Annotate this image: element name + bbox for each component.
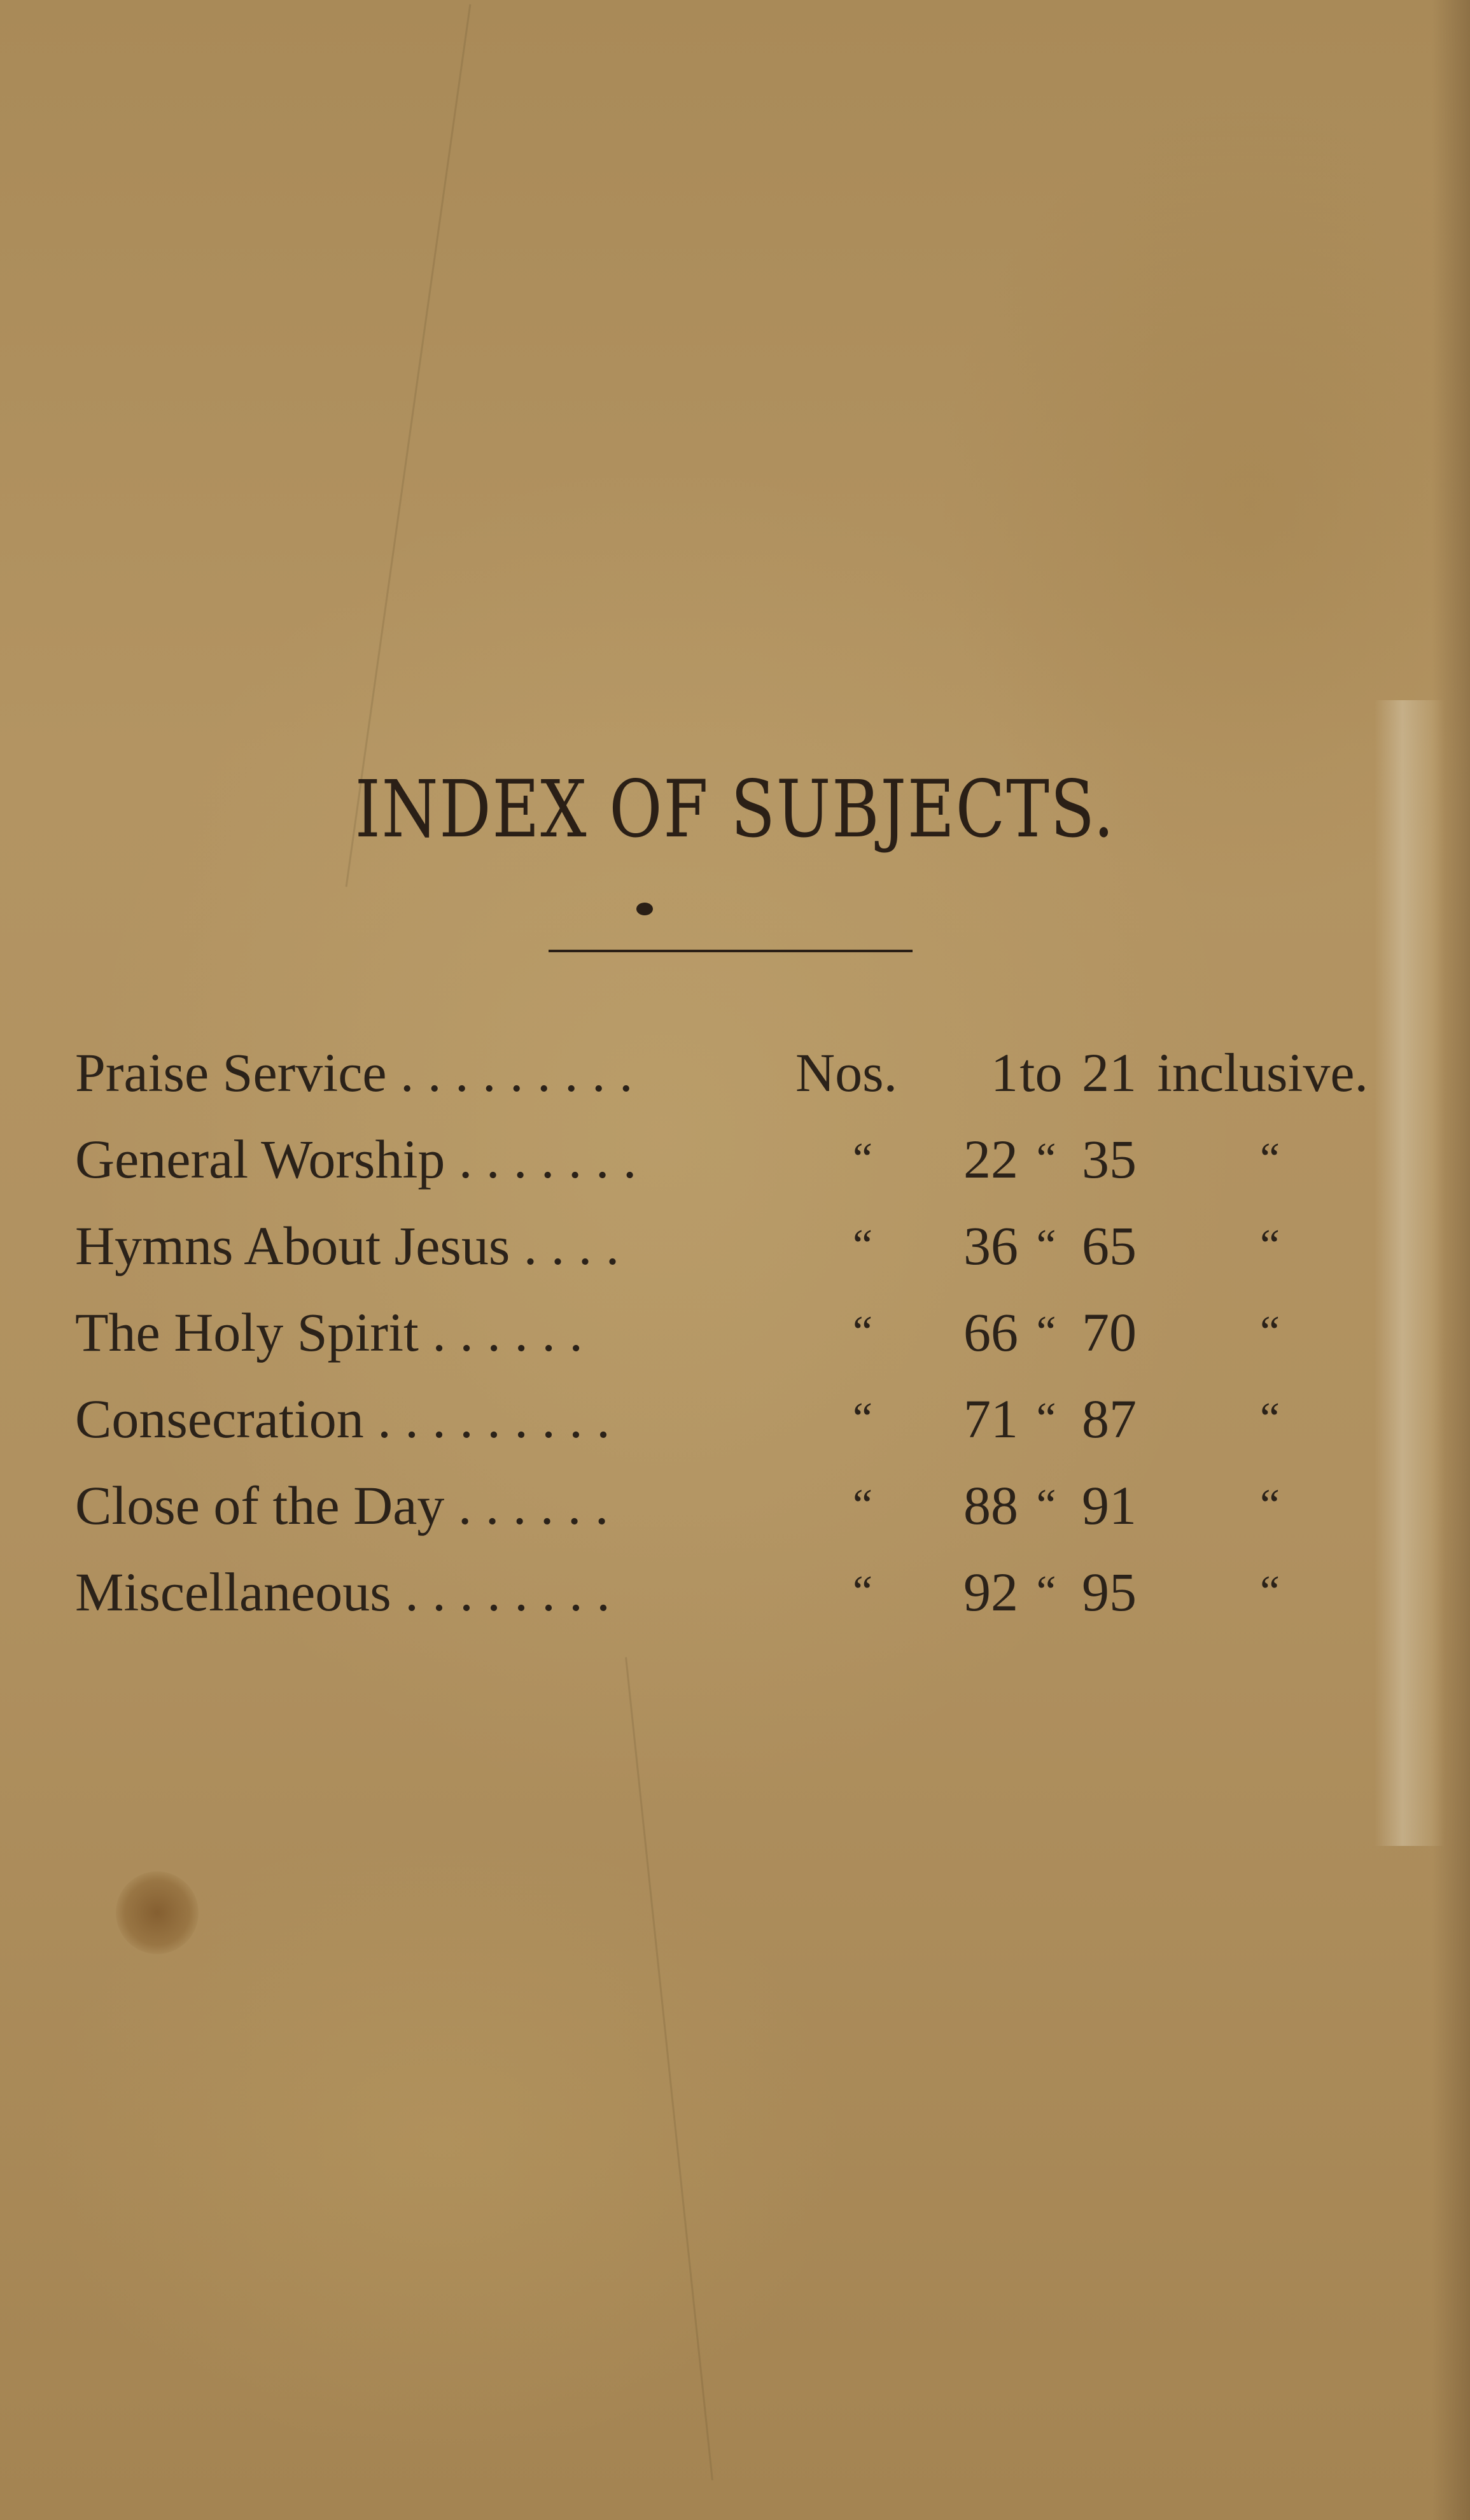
index-row: [0, 1384, 1470, 1454]
subject-label: Close of the Day . . . . . .: [75, 1475, 609, 1536]
subject-label: Miscellaneous . . . . . . . .: [75, 1561, 610, 1623]
ditto-mark: “: [1260, 1307, 1280, 1356]
ditto-mark: “: [853, 1567, 873, 1616]
range-end: 95: [1082, 1561, 1137, 1623]
range-start: 71: [963, 1388, 1018, 1449]
ditto-mark: “: [1260, 1221, 1280, 1270]
range-start: 66: [963, 1302, 1018, 1363]
subject-label: Consecration . . . . . . . . .: [75, 1388, 610, 1449]
ditto-mark: “: [1260, 1567, 1280, 1616]
subject-label: Praise Service . . . . . . . . .: [75, 1042, 633, 1103]
index-row: [0, 1297, 1470, 1367]
ditto-mark: “: [1036, 1394, 1056, 1443]
range-start: 88: [963, 1475, 1018, 1536]
range-end: 65: [1082, 1215, 1137, 1276]
range-end: 35: [1082, 1129, 1137, 1190]
to-word: to: [1019, 1042, 1063, 1103]
paper-crease: [625, 1657, 713, 2480]
ditto-mark: “: [1036, 1221, 1056, 1270]
subject-label: General Worship . . . . . . .: [75, 1129, 637, 1190]
index-row: [0, 1038, 1470, 1108]
range-start: 36: [963, 1215, 1018, 1276]
range-end: 91: [1082, 1475, 1137, 1536]
paper-stain: [116, 1871, 199, 1954]
range-end: 70: [1082, 1302, 1137, 1363]
subject-label: Hymns About Jesus . . . .: [75, 1215, 620, 1276]
ditto-mark: “: [853, 1134, 873, 1183]
nos-label: Nos.: [795, 1042, 898, 1103]
title-rule: [549, 950, 913, 952]
index-row: [0, 1470, 1470, 1540]
ditto-mark: “: [1260, 1134, 1280, 1183]
page-title: INDEX OF SUBJECTS.: [354, 764, 1116, 855]
ditto-mark: “: [1260, 1394, 1280, 1443]
range-end: 21: [1082, 1042, 1137, 1103]
index-row: [0, 1557, 1470, 1627]
ditto-mark: “: [853, 1307, 873, 1356]
ditto-mark: “: [853, 1481, 873, 1530]
range-start: 1: [991, 1042, 1018, 1103]
ditto-mark: “: [1036, 1134, 1056, 1183]
range-end: 87: [1082, 1388, 1137, 1449]
ditto-mark: “: [1260, 1481, 1280, 1530]
ditto-mark: “: [1036, 1307, 1056, 1356]
ditto-mark: “: [853, 1394, 873, 1443]
range-start: 22: [963, 1129, 1018, 1190]
paper-crease: [346, 4, 472, 887]
index-row: [0, 1211, 1470, 1281]
ornament-dot: [636, 903, 653, 915]
index-row: [0, 1124, 1470, 1194]
subject-label: The Holy Spirit . . . . . .: [75, 1302, 583, 1363]
inclusive-label: inclusive.: [1157, 1042, 1368, 1103]
ditto-mark: “: [1036, 1481, 1056, 1530]
ditto-mark: “: [853, 1221, 873, 1270]
range-start: 92: [963, 1561, 1018, 1623]
ditto-mark: “: [1036, 1567, 1056, 1616]
